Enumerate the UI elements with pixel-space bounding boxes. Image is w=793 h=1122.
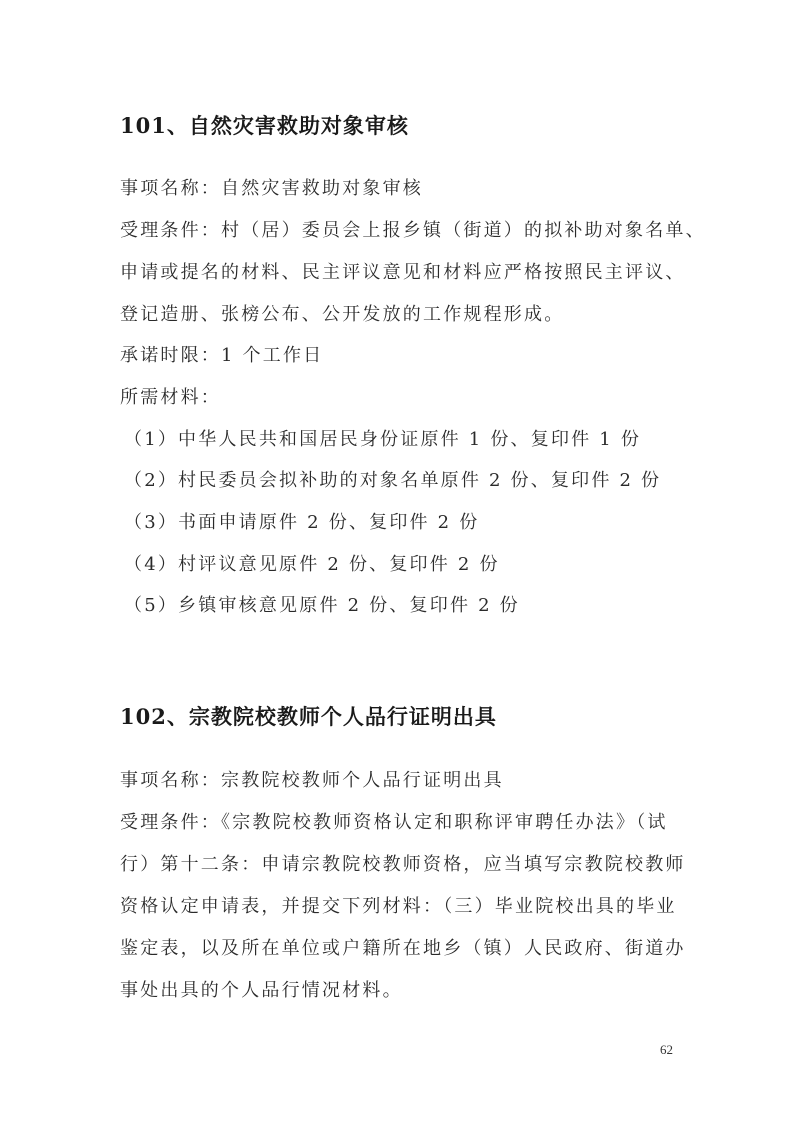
material-item-101-4: （4）村评议意见原件 2 份、复印件 2 份 [124,554,500,575]
condition-line-102-1: 受理条件：《宗教院校教师资格认定和职称评审聘任办法》（试 [120,812,668,833]
material-item-101-5: （5）乡镇审核意见原件 2 份、复印件 2 份 [124,595,520,616]
page-number: 62 [660,1042,673,1057]
material-item-101-2: （2）村民委员会拟补助的对象名单原件 2 份、复印件 2 份 [124,470,662,491]
section-title-101: 101、自然灾害救助对象审核 [120,113,409,138]
condition-line-102-3: 资格认定申请表，并提交下列材料：（三）毕业院校出具的毕业 [120,896,677,917]
time-limit-101: 承诺时限：1 个工作日 [120,345,324,366]
condition-line-102-5: 事处出具的个人品行情况材料。 [120,980,403,1001]
section-title-102: 102、宗教院校教师个人品行证明出具 [120,704,497,729]
condition-line-102-2: 行）第十二条：申请宗教院校教师资格，应当填写宗教院校教师 [120,854,686,875]
material-item-101-3: （3）书面申请原件 2 份、复印件 2 份 [124,512,480,533]
condition-line-101-2: 申请或提名的材料、民主评议意见和材料应严格按照民主评议、 [120,262,686,283]
material-item-101-1: （1）中华人民共和国居民身份证原件 1 份、复印件 1 份 [124,429,642,450]
condition-line-101-3: 登记造册、张榜公布、公开发放的工作规程形成。 [120,304,565,325]
condition-line-102-4: 鉴定表，以及所在单位或户籍所在地乡（镇）人民政府、街道办 [120,938,686,959]
item-name-102: 事项名称：宗教院校教师个人品行证明出具 [120,770,504,791]
item-name-101: 事项名称：自然灾害救助对象审核 [120,178,423,199]
materials-label-101: 所需材料： [120,387,221,408]
condition-line-101-1: 受理条件：村（居）委员会上报乡镇（街道）的拟补助对象名单、 [120,220,706,241]
